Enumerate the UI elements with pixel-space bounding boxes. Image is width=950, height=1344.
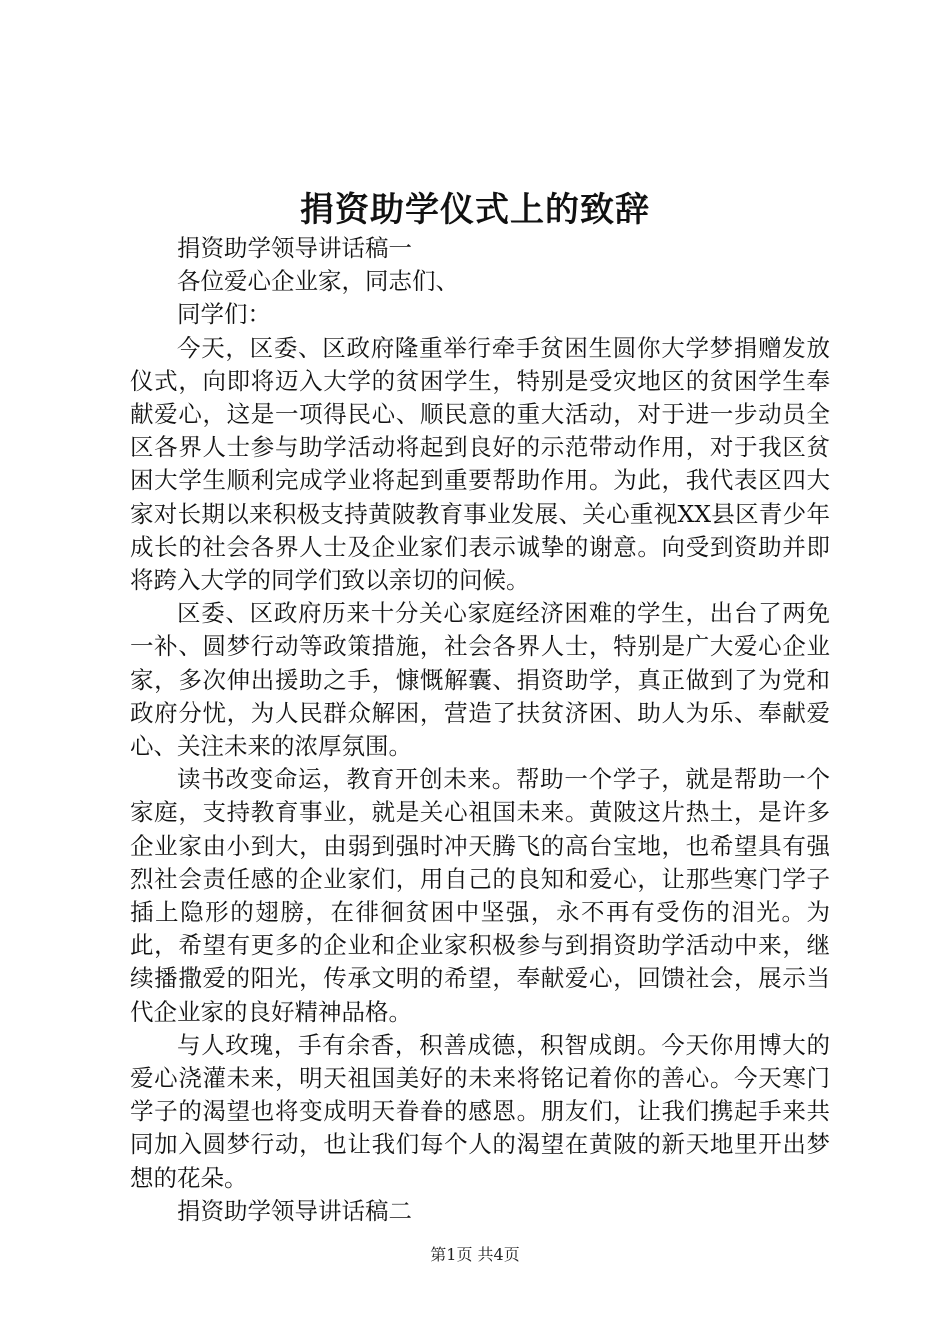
document-body <box>130 232 830 1228</box>
salutation-line-1: 各位爱心企业家，同志们、 <box>177 267 459 296</box>
body-paragraph-2: 区委、区政府历来十分关心家庭经济困难的学生，出台了两免一补、圆梦行动等政策措施，社会各界人士，特别是广大爱心企业家，多次伸出援助之手，慷慨解囊、捐资助学，真正做到了为党和政府分忧，为人民群众解困，营造了扶贫济困、助人为乐、奉献爱心、关注未来的浓厚氛围。 <box>130 599 830 761</box>
subheading-draft-one: 捐资助学领导讲话稿一 <box>177 234 412 262</box>
body-paragraph-4: 与人玫瑰，手有余香，积善成德，积智成朗。今天你用博大的爱心浇灌未来，明天祖国美好的未来将铭记着你的善心。今天寒门学子的渴望也将变成明天眷眷的感恩。朋友们，让我们携起手来共同加入圆梦行动，也让我们每个人的渴望在黄陂的新天地里开出梦想的花朵。 <box>130 1030 830 1192</box>
body-paragraph-3: 读书改变命运，教育开创未来。帮助一个学子，就是帮助一个家庭，支持教育事业，就是关心祖国未来。黄陂这片热土，是许多企业家由小到大，由弱到强时冲天腾飞的高台宝地，也希望具有强烈社会责任感的企业家们，用自己的良知和爱心，让那些寒门学子插上隐形的翅膀，在徘徊贫困中坚强，永不再有受伤的泪光。为此，希望有更多的企业和企业家积极参与到捐资助学活动中来，继续播撒爱的阳光，传承文明的希望，奉献爱心，回馈社会，展示当代企业家的良好精神品格。 <box>130 765 830 1026</box>
page-number-footer: 第1页 共4页 <box>430 1245 520 1264</box>
salutation-line-2: 同学们： <box>177 300 271 329</box>
body-paragraph-1: 今天，区委、区政府隆重举行牵手贫困生圆你大学梦捐赠发放仪式，向即将迈入大学的贫困学生，特别是受灾地区的贫困学生奉献爱心，这是一项得民心、顺民意的重大活动，对于进一步动员全区各界人士参与助学活动将起到良好的示范带动作用，对于我区贫困大学生顺利完成学业将起到重要帮助作用。为此，我代表区四大家对长期以来积极支持黄陂教育事业发展、关心重视XX县区青少年成长的社会各界人士及企业家们表示诚挚的谢意。向受到资助并即将跨入大学的同学们致以亲切的问候。 <box>130 333 830 595</box>
subheading-draft-two: 捐资助学领导讲话稿二 <box>177 1196 412 1225</box>
document-title: 捐资助学仪式上的致辞 <box>300 190 650 230</box>
